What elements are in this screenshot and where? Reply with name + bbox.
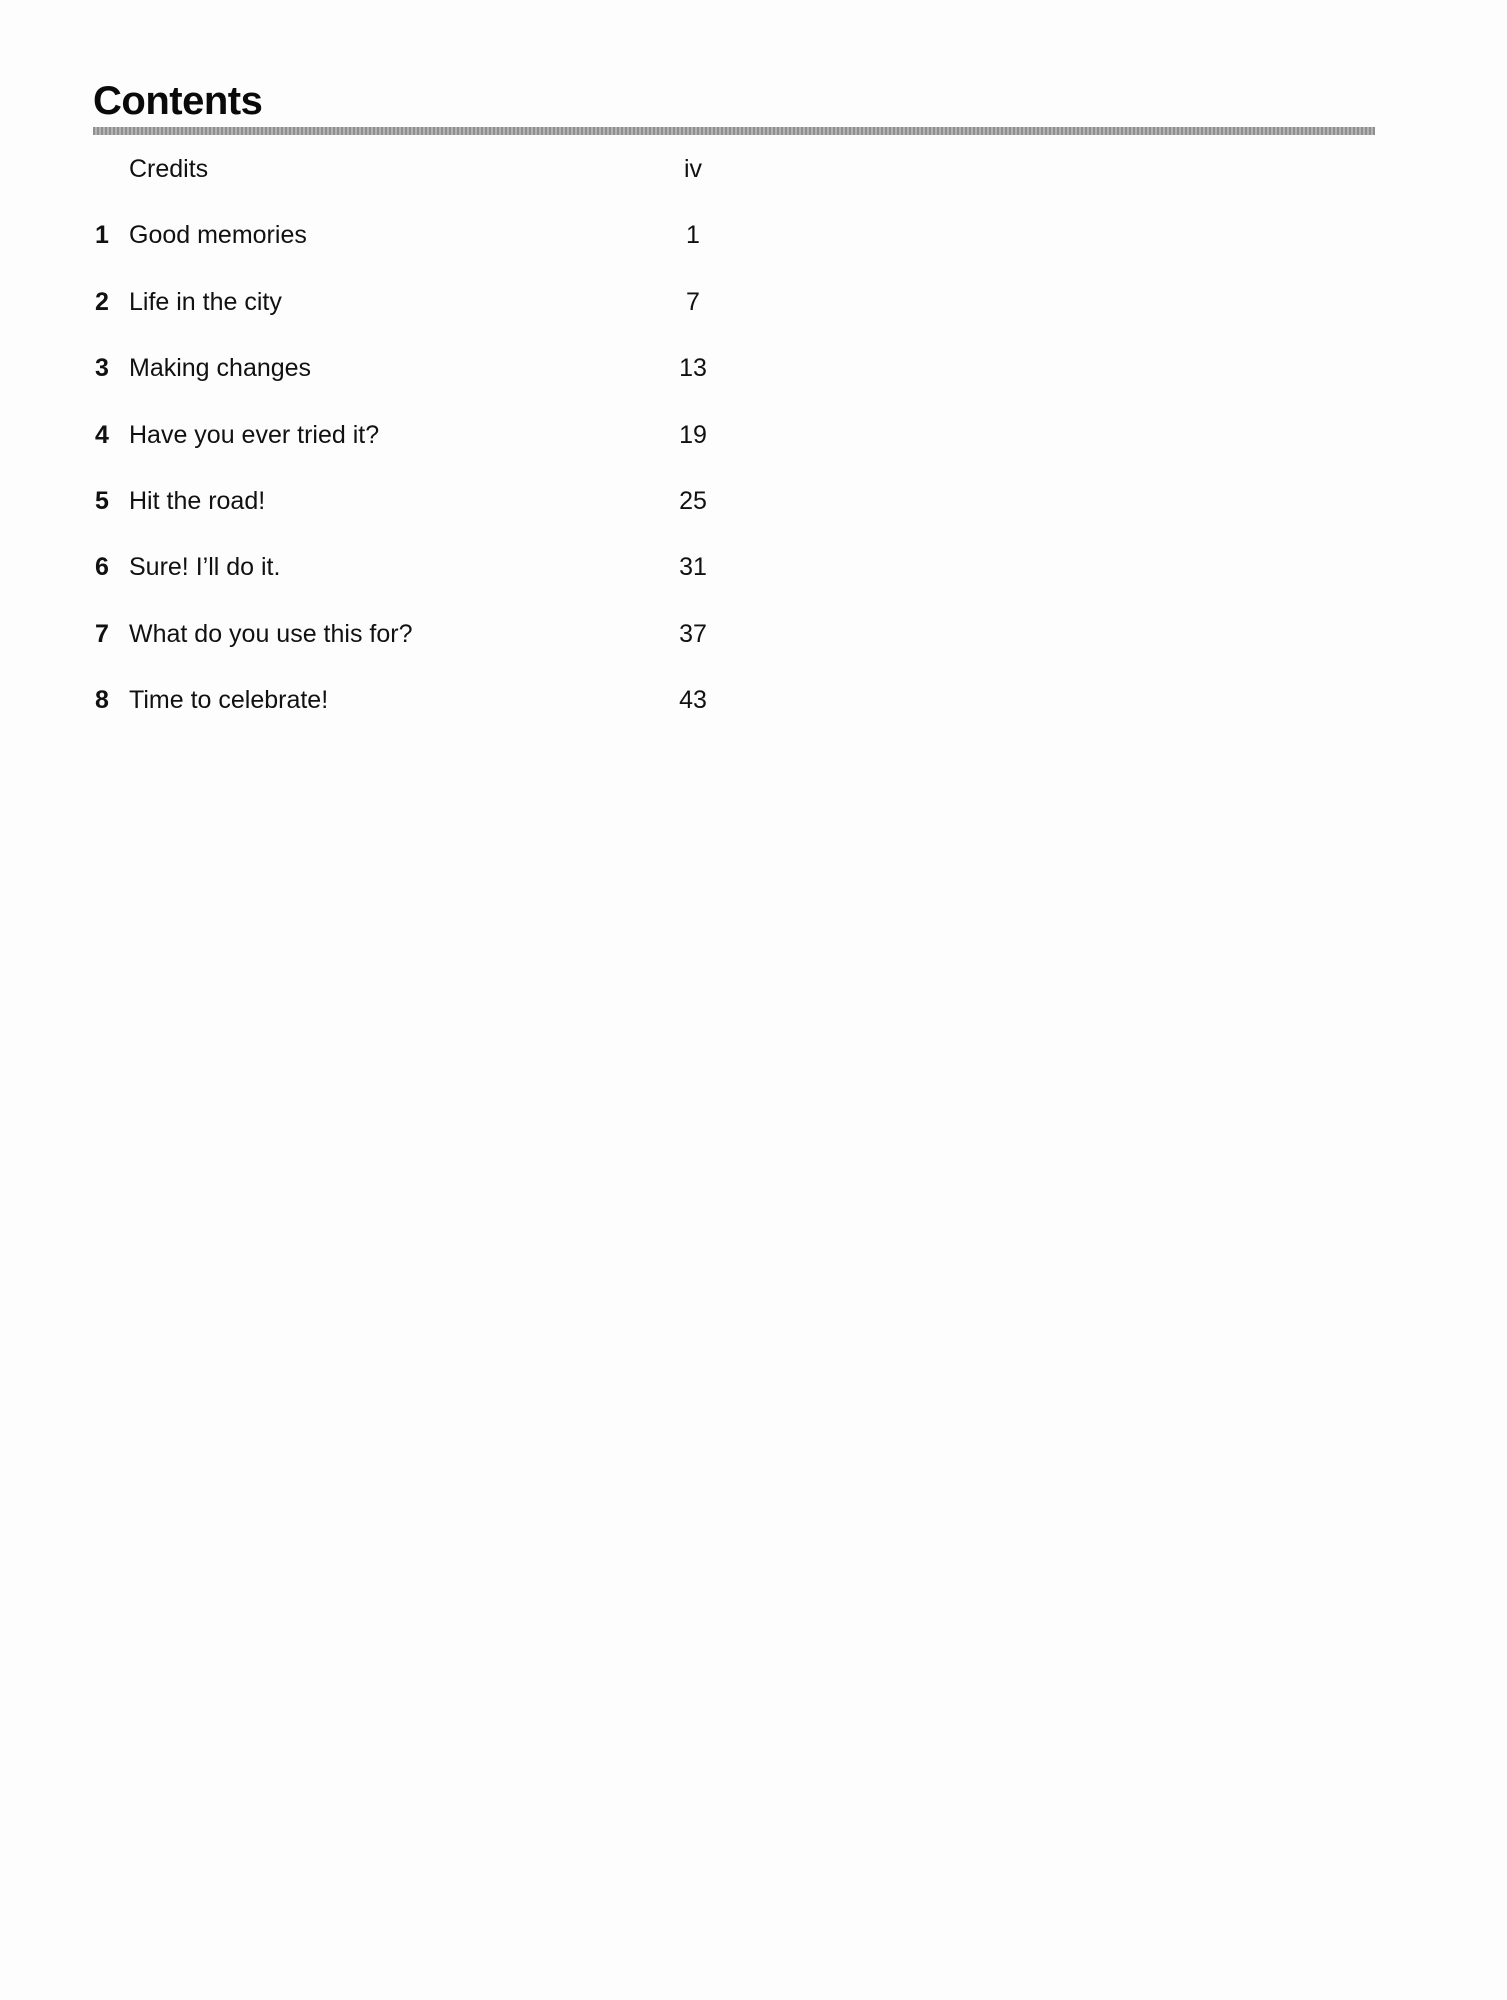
toc-entry-unit-5[interactable] [93, 476, 733, 542]
title-rule-divider [93, 127, 1375, 135]
toc-entry-page: 31 [679, 553, 707, 582]
toc-entry-page: 19 [679, 420, 707, 449]
toc-entry-title: Good memories [129, 221, 307, 250]
toc-entry-number: 6 [95, 553, 109, 582]
toc-entry-unit-1[interactable] [93, 210, 733, 276]
toc-entry-page: 13 [679, 354, 707, 383]
toc-entry-number: 2 [95, 287, 109, 316]
toc-entry-unit-7[interactable] [93, 609, 733, 675]
toc-entry-number: 3 [95, 354, 109, 383]
toc-entry-page: 43 [679, 686, 707, 715]
toc-entry-number: 8 [95, 686, 109, 715]
toc-entry-page: iv [683, 155, 703, 183]
toc-entry-page: 25 [679, 486, 707, 515]
toc-entry-title: Life in the city [129, 287, 282, 316]
toc-entry-unit-3[interactable] [93, 343, 733, 409]
toc-entry-title: What do you use this for? [129, 619, 413, 648]
toc-entry-title: Making changes [129, 354, 312, 383]
toc-entry-number: 7 [95, 619, 109, 648]
toc-entry-unit-2[interactable] [93, 277, 733, 343]
toc-entry-title: Credits [129, 155, 209, 183]
toc-entry-number: 1 [95, 221, 109, 250]
toc-entry-title: Time to celebrate! [129, 686, 329, 715]
toc-entry-number: 5 [95, 486, 109, 515]
toc-entry-page: 1 [686, 221, 700, 250]
toc-entry-title: Have you ever tried it? [129, 420, 380, 449]
toc-entry-credits[interactable] [93, 144, 733, 210]
table-of-contents [93, 144, 733, 742]
toc-entry-unit-4[interactable] [93, 410, 733, 476]
page-title: Contents [93, 79, 263, 123]
toc-entry-unit-8[interactable] [93, 675, 733, 741]
toc-entry-title: Sure! I’ll do it. [129, 553, 281, 582]
toc-entry-number: 4 [95, 420, 109, 449]
toc-entry-title: Hit the road! [129, 486, 266, 515]
toc-entry-unit-6[interactable] [93, 542, 733, 608]
toc-entry-page: 7 [686, 287, 700, 316]
toc-entry-page: 37 [679, 619, 707, 648]
